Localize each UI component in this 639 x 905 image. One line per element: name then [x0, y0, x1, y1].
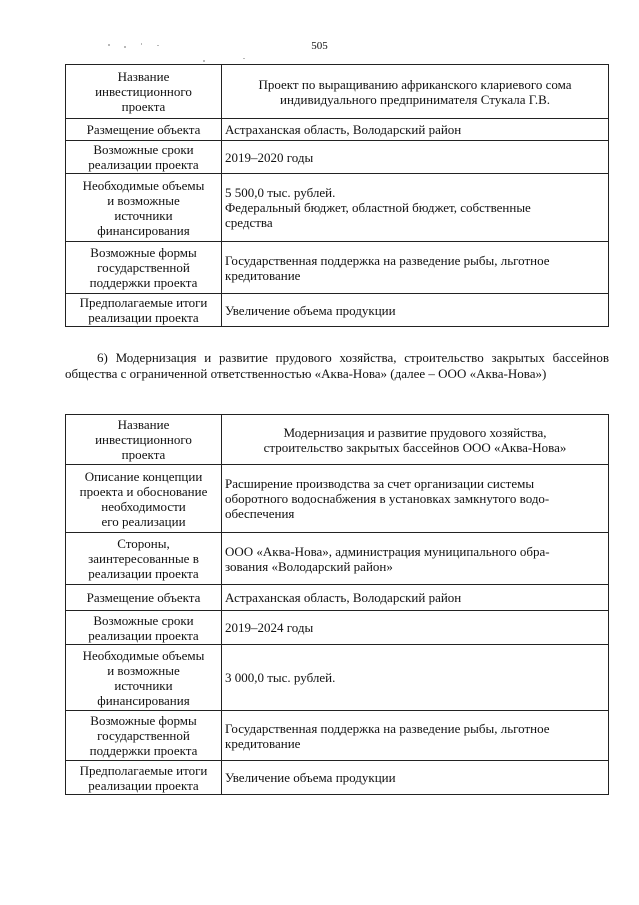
row-value: Модернизация и развитие прудового хозяйства, строительство закрытых бассейнов ООО «Аква-Нова»: [222, 415, 609, 465]
row-value: 2019–2024 годы: [222, 611, 609, 645]
row-label: Предполагаемые итоги реализации проекта: [66, 761, 222, 795]
table-row: [66, 533, 609, 585]
row-value: 3 000,0 тыс. рублей.: [222, 645, 609, 711]
row-label: Необходимые объемы и возможные источники финансирования: [66, 174, 222, 242]
row-label: Описание концепции проекта и обоснование необходимости его реализации: [66, 465, 222, 533]
table-row: [66, 242, 609, 294]
scan-speck: [203, 60, 205, 62]
row-label: Возможные сроки реализации проекта: [66, 611, 222, 645]
table-row: [66, 465, 609, 533]
row-value: Увеличение объема продукции: [222, 294, 609, 327]
row-value: Государственная поддержка на разведение рыбы, льготное кредитование: [222, 242, 609, 294]
row-value: Расширение производства за счет организации системы оборотного водоснабжения в установках замкнутого водо- обеспечения: [222, 465, 609, 533]
row-label: Предполагаемые итоги реализации проекта: [66, 294, 222, 327]
section-paragraph: [65, 350, 609, 382]
row-value: Увеличение объема продукции: [222, 761, 609, 795]
investment-project-table-2: [65, 414, 609, 795]
table-row: [66, 119, 609, 141]
row-value: Государственная поддержка на разведение рыбы, льготное кредитование: [222, 711, 609, 761]
table-row: [66, 65, 609, 119]
table-row: [66, 141, 609, 174]
scan-speck: [243, 58, 245, 59]
table-row: [66, 645, 609, 711]
row-label: Необходимые объемы и возможные источники финансирования: [66, 645, 222, 711]
row-value: Проект по выращиванию африканского клариевого сома индивидуального предпринимателя Стукала Г.В.: [222, 65, 609, 119]
row-label: Название инвестиционного проекта: [66, 65, 222, 119]
table-row: [66, 711, 609, 761]
row-value: 2019–2020 годы: [222, 141, 609, 174]
row-label: Размещение объекта: [66, 119, 222, 141]
row-label: Название инвестиционного проекта: [66, 415, 222, 465]
investment-project-table-1: [65, 64, 609, 327]
paragraph-line: «Аква-Нова»): [469, 366, 547, 381]
row-label: Размещение объекта: [66, 585, 222, 611]
row-value: ООО «Аква-Нова», администрация муниципального обра- зования «Володарский район»: [222, 533, 609, 585]
table-row: [66, 294, 609, 327]
row-label: Возможные формы государственной поддержки проекта: [66, 242, 222, 294]
row-label: Возможные сроки реализации проекта: [66, 141, 222, 174]
row-label: Возможные формы государственной поддержки проекта: [66, 711, 222, 761]
paragraph-line: 6) Модернизация и развитие прудового хозяйства, строительство закрытых: [97, 350, 545, 365]
page-number: 505: [311, 40, 328, 52]
table-row: [66, 611, 609, 645]
row-label: Стороны, заинтересованные в реализации проекта: [66, 533, 222, 585]
table-row: [66, 585, 609, 611]
row-value: 5 500,0 тыс. рублей. Федеральный бюджет, областной бюджет, собственные средства: [222, 174, 609, 242]
table-row: [66, 174, 609, 242]
row-value: Астраханская область, Володарский район: [222, 119, 609, 141]
table-row: [66, 415, 609, 465]
table-row: [66, 761, 609, 795]
paragraph-line: бассейнов общества с ограниченной ответственностью «Аква-Нова» (далее – ООО: [65, 350, 609, 381]
row-value: Астраханская область, Володарский район: [222, 585, 609, 611]
